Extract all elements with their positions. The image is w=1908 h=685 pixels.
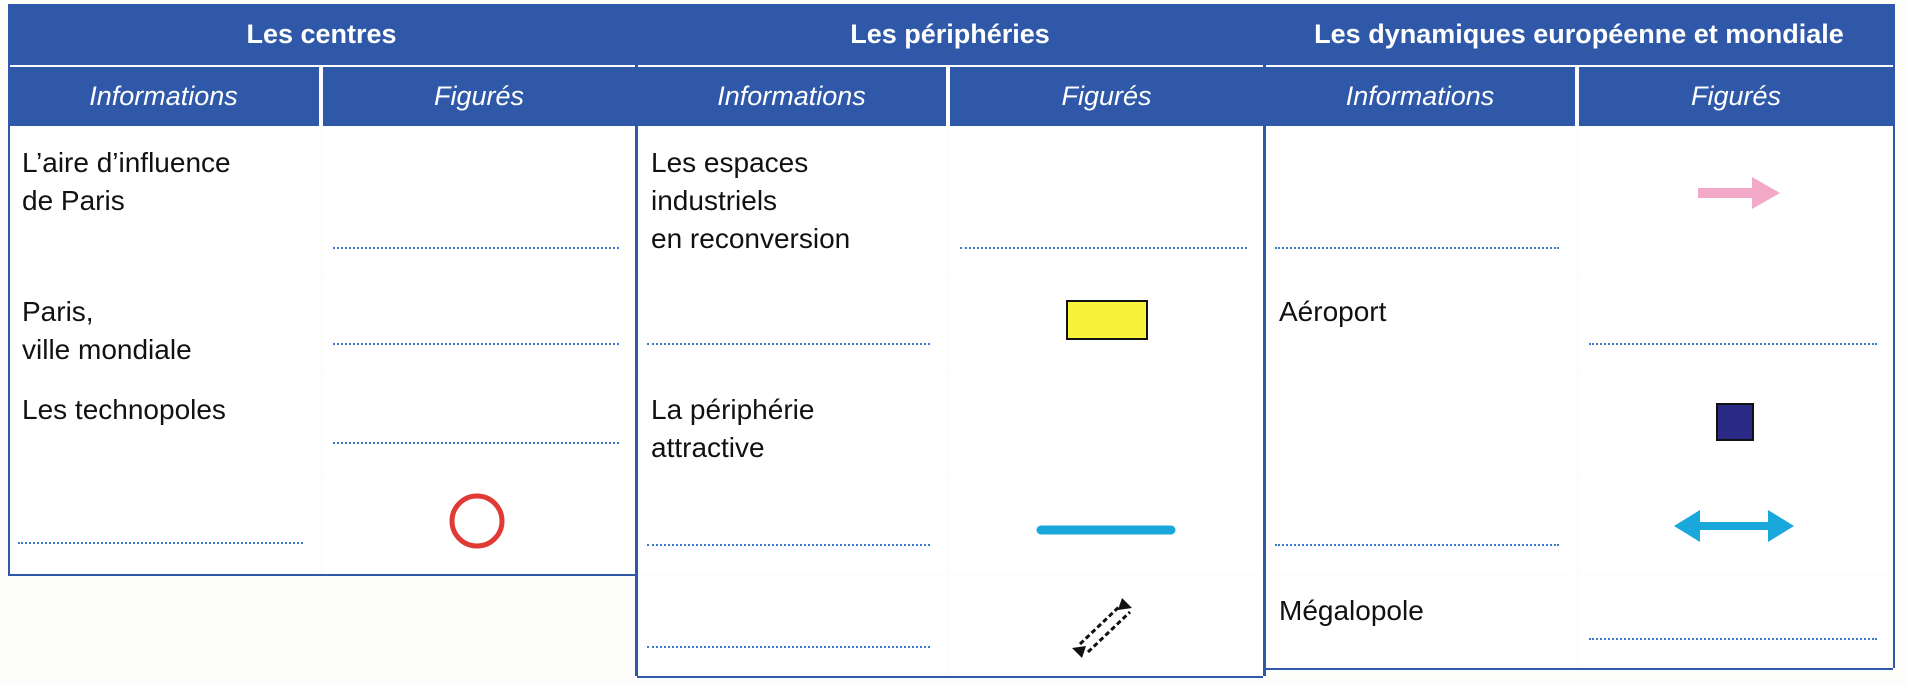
info-cell — [8, 375, 319, 474]
info-line: La périphérie — [651, 394, 815, 425]
info-cell — [8, 277, 319, 373]
col-informations: Informations — [8, 67, 319, 126]
dotted-line-blank[interactable] — [333, 343, 619, 345]
info-line: ville mondiale — [22, 334, 192, 365]
figure-cell — [1579, 128, 1893, 275]
col-informations: Informations — [1265, 67, 1575, 126]
section-title: Les centres — [8, 4, 635, 65]
white-blank-icon — [1040, 403, 1160, 439]
yellow-rectangle-icon — [1065, 299, 1151, 343]
col-figures: Figurés — [323, 67, 635, 126]
info-line: L’aire d’influence — [22, 147, 231, 178]
info-cell — [1265, 375, 1575, 474]
info-line: Mégalopole — [1279, 595, 1424, 626]
dashed-double-arrow-icon — [1066, 588, 1146, 668]
figure-cell — [950, 576, 1263, 676]
divider — [637, 676, 1263, 678]
info-cell — [1265, 476, 1575, 574]
figure-cell — [1579, 576, 1893, 668]
divider — [1265, 668, 1893, 670]
info-line: Aéroport — [1279, 296, 1387, 327]
red-circle-icon — [445, 489, 509, 553]
figure-cell — [323, 375, 635, 474]
info-cell — [637, 476, 946, 574]
section-peripheries — [637, 4, 1263, 676]
blue-line-icon — [1036, 522, 1176, 538]
figure-cell — [950, 476, 1263, 574]
grid-line — [635, 4, 638, 676]
section-title: Les dynamiques européenne et mondiale — [1265, 4, 1893, 65]
dotted-line-blank[interactable] — [647, 343, 930, 345]
navy-square-icon — [1715, 402, 1757, 444]
figure-cell — [950, 277, 1263, 373]
info-cell — [637, 277, 946, 373]
info-cell — [8, 128, 319, 275]
figure-cell — [1579, 277, 1893, 373]
pink-arrow-icon — [1694, 173, 1784, 213]
figure-cell — [1579, 375, 1893, 474]
info-cell — [1265, 576, 1575, 668]
section-title: Les périphéries — [637, 4, 1263, 65]
section-dynamiques — [1265, 4, 1893, 668]
grid-line — [8, 4, 10, 574]
dotted-line-blank[interactable] — [333, 247, 619, 249]
grid-line — [1893, 4, 1895, 668]
figure-cell — [323, 128, 635, 275]
info-line: attractive — [651, 432, 765, 463]
figure-cell — [950, 375, 1263, 474]
info-cell — [1265, 277, 1575, 373]
info-cell — [8, 476, 319, 574]
info-line: de Paris — [22, 185, 125, 216]
grid-line — [1263, 4, 1266, 676]
col-informations: Informations — [637, 67, 946, 126]
info-line: Paris, — [22, 296, 94, 327]
info-line: Les espaces — [651, 147, 809, 178]
white-blank-icon — [1375, 397, 1435, 447]
dotted-line-blank[interactable] — [18, 542, 303, 544]
dotted-line-blank[interactable] — [960, 247, 1247, 249]
dotted-line-blank[interactable] — [1275, 544, 1559, 546]
info-line: en reconversion — [651, 223, 851, 254]
figure-cell — [323, 476, 635, 574]
info-cell — [637, 576, 946, 676]
info-cell — [637, 375, 946, 474]
dotted-line-blank[interactable] — [1275, 247, 1559, 249]
dotted-line-blank[interactable] — [1589, 343, 1877, 345]
figure-cell — [950, 128, 1263, 275]
section-centres — [8, 4, 635, 574]
dotted-line-blank[interactable] — [1589, 638, 1877, 640]
dotted-line-blank[interactable] — [647, 544, 930, 546]
divider — [8, 574, 635, 576]
info-line: Les technopoles — [22, 394, 226, 425]
figure-cell — [323, 277, 635, 373]
info-cell — [637, 128, 946, 275]
info-cell — [1265, 128, 1575, 275]
col-figures: Figurés — [1579, 67, 1893, 126]
info-line: industriels — [651, 185, 778, 216]
dotted-line-blank[interactable] — [333, 442, 619, 444]
col-figures: Figurés — [950, 67, 1263, 126]
figure-cell — [1579, 476, 1893, 574]
dotted-line-blank[interactable] — [647, 646, 930, 648]
blue-double-arrow-icon — [1672, 506, 1796, 546]
